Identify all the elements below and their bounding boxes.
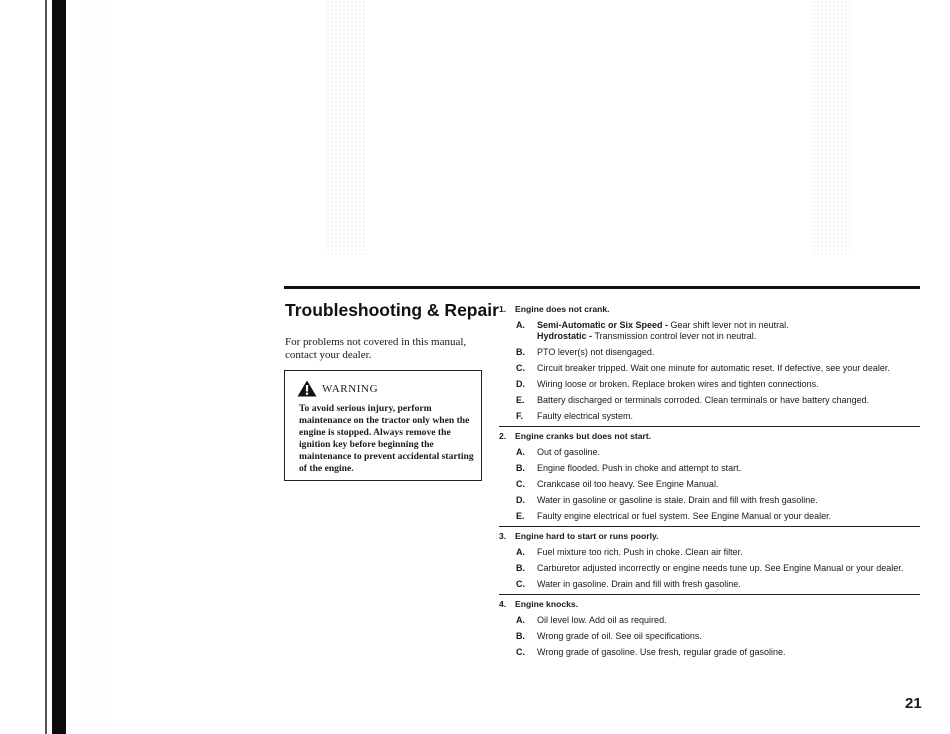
binding-edge-shadow: [52, 0, 66, 734]
item-letter: F.: [516, 411, 524, 421]
item-letter: E.: [516, 511, 525, 521]
list-item: [499, 363, 920, 374]
page-title: Troubleshooting & Repair: [285, 300, 499, 320]
list-item: [499, 320, 920, 342]
item-letter: B.: [516, 463, 525, 473]
item-text: Out of gasoline.: [537, 447, 601, 457]
list-item: [499, 347, 920, 358]
section-divider: [499, 594, 920, 595]
item-text: Water in gasoline. Drain and fill with fresh gasoline.: [537, 579, 741, 589]
item-text: Wrong grade of oil. See oil specifications.: [537, 631, 702, 641]
section-heading: [499, 304, 920, 315]
item-text: Wrong grade of gasoline. Use fresh, regular grade of gasoline.: [537, 647, 786, 657]
item-letter: C.: [516, 479, 525, 489]
section-number: 4.: [499, 599, 507, 609]
item-letter: B.: [516, 347, 525, 357]
section-1: [499, 304, 920, 422]
section-heading-text: Engine cranks but does not start.: [515, 431, 652, 441]
item-text: Crankcase oil too heavy. See Engine Manual.: [537, 479, 719, 489]
top-rule: [284, 286, 920, 289]
item-text: Water in gasoline or gasoline is stale. Drain and fill with fresh gasoline.: [537, 495, 818, 505]
list-item: [499, 511, 920, 522]
list-item: [499, 411, 920, 422]
item-text: Engine flooded. Push in choke and attempt to start.: [537, 463, 742, 473]
warning-label: WARNING: [322, 382, 379, 395]
section-heading: [499, 531, 920, 542]
item-letter: E.: [516, 395, 525, 405]
page-number: 21: [905, 695, 922, 712]
binding-edge-line: [45, 0, 47, 734]
item-letter: A.: [516, 615, 525, 625]
section-heading-text: Engine does not crank.: [515, 304, 610, 314]
item-letter: A.: [516, 447, 525, 457]
list-item: [499, 647, 920, 658]
item-text: Fuel mixture too rich. Push in choke. Clean air filter.: [537, 547, 743, 557]
section-heading-text: Engine hard to start or runs poorly.: [515, 531, 659, 541]
scan-speckle: [812, 0, 850, 254]
section-divider: [499, 426, 920, 427]
list-item: [499, 563, 920, 574]
section-4: [499, 594, 920, 658]
item-letter: A.: [516, 320, 525, 330]
item-letter: B.: [516, 563, 525, 573]
section-heading: [499, 431, 920, 442]
list-item: [499, 631, 920, 642]
item-letter: B.: [516, 631, 525, 641]
section-number: 2.: [499, 431, 507, 441]
section-2: [499, 426, 920, 522]
warning-text: To avoid serious injury, perform maintenance on the tractor only when the engine is stopped. Always remove the ignition key before beginning the maintenance to prevent accidental starting of the engine.: [299, 403, 474, 474]
warning-triangle-icon: [297, 380, 317, 397]
item-detail: Transmission control lever not in neutral.: [594, 331, 757, 341]
item-letter: C.: [516, 579, 525, 589]
list-item: [499, 495, 920, 506]
item-text: Circuit breaker tripped. Wait one minute for automatic reset. If defective, see your dealer.: [537, 363, 890, 373]
section-heading: [499, 599, 920, 610]
item-lead: Hydrostatic -: [537, 331, 595, 341]
item-text: Faulty engine electrical or fuel system. See Engine Manual or your dealer.: [537, 511, 832, 521]
scan-speckle: [80, 0, 110, 734]
item-letter: A.: [516, 547, 525, 557]
troubleshooting-list: [499, 304, 920, 658]
list-item: [499, 579, 920, 590]
item-detail: Gear shift lever not in neutral.: [670, 320, 789, 330]
list-item: [499, 463, 920, 474]
item-text: Carburetor adjusted incorrectly or engine needs tune up. See Engine Manual or your dealer.: [537, 563, 904, 573]
section-3: [499, 526, 920, 590]
item-letter: D.: [516, 495, 525, 505]
item-lead: Semi-Automatic or Six Speed -: [537, 320, 671, 330]
scan-speckle: [326, 0, 366, 254]
item-letter: D.: [516, 379, 525, 389]
item-text: Oil level low. Add oil as required.: [537, 615, 667, 625]
section-divider: [499, 526, 920, 527]
section-number: 1.: [499, 304, 507, 314]
section-number: 3.: [499, 531, 507, 541]
list-item: [499, 395, 920, 406]
item-letter: C.: [516, 363, 525, 373]
list-item: [499, 547, 920, 558]
list-item: [499, 479, 920, 490]
list-item: [499, 379, 920, 390]
warning-header: [297, 380, 378, 397]
item-text: Faulty electrical system.: [537, 411, 634, 421]
item-text: Wiring loose or broken. Replace broken wires and tighten connections.: [537, 379, 819, 389]
section-heading-text: Engine knocks.: [515, 599, 579, 609]
list-item: [499, 615, 920, 626]
item-letter: C.: [516, 647, 525, 657]
warning-box: [284, 370, 482, 481]
item-text: PTO lever(s) not disengaged.: [537, 347, 655, 357]
item-text: Battery discharged or terminals corroded. Clean terminals or have battery changed.: [537, 395, 870, 405]
list-item: [499, 447, 920, 458]
intro-text: For problems not covered in this manual, contact your dealer.: [285, 336, 467, 361]
item-text: [537, 320, 920, 342]
